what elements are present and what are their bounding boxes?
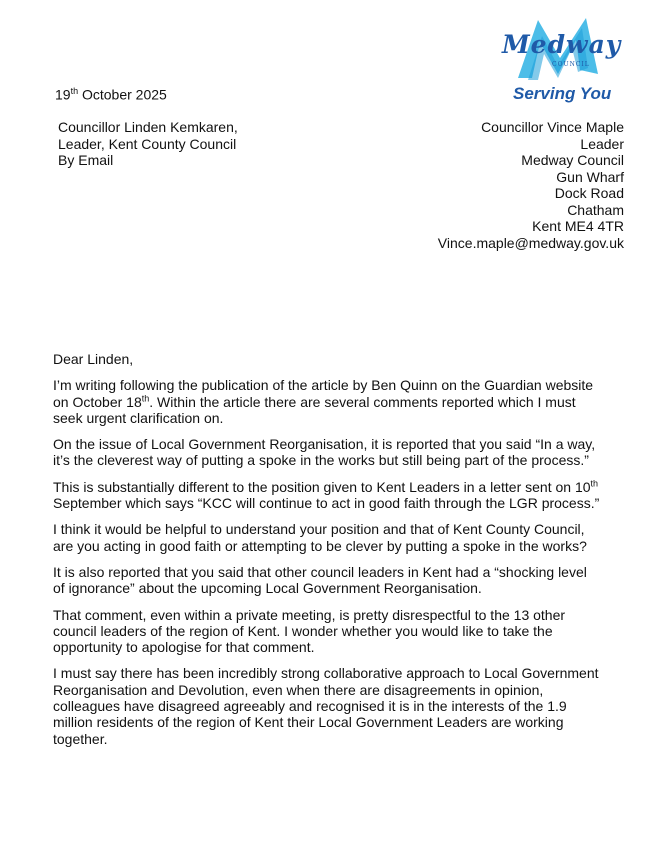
logo-tagline: Serving You — [513, 84, 612, 103]
medway-logo — [498, 8, 643, 80]
sender-org: Medway Council — [521, 152, 624, 168]
recipient-name: Councillor Linden Kemkaren, — [58, 119, 238, 135]
sender-email: Vince.maple@medway.gov.uk — [437, 234, 624, 251]
date-suffix: th — [70, 86, 79, 96]
paragraph-1-sup: th — [141, 392, 150, 403]
paragraph-3-start: This is substantially different to the position given to Kent Leaders in a letter sent on 10 — [53, 478, 591, 495]
paragraph-6: That comment, even within a private meeting, is pretty disrespectful to the 13 other council leaders of the region of Kent. I wonder whether you would like to take the opportunity to apologise for that comment. — [53, 606, 566, 656]
paragraph-4: I think it would be helpful to understand your position and that of Kent County Council, are you acting in good faith or attempting to be clever by putting a spoke in the works? — [53, 521, 587, 554]
logo-council-label: COUNCIL — [552, 61, 590, 68]
sender-address — [438, 119, 624, 251]
paragraph-1 — [53, 377, 601, 426]
sender-address-line2: Dock Road — [554, 185, 624, 201]
paragraph-3-end: September which says “KCC will continue to act in good faith through the LGR process.” — [53, 495, 600, 512]
paragraph-3-sup: th — [590, 478, 599, 489]
sender-name: Councillor Vince Maple — [481, 119, 624, 135]
paragraph-1-end: . Within the article there are several comments reported which I must seek urgent clarification on. — [53, 393, 576, 426]
sender-town: Chatham — [567, 201, 624, 218]
logo-wordmark: Medway — [502, 30, 622, 59]
date-month-year: October 2025 — [78, 86, 167, 103]
paragraph-2: On the issue of Local Government Reorganisation, it is reported that you said “In a way, it’s the cleverest way of putting a spoke in the works but still being part of the process.” — [53, 436, 596, 469]
recipient-delivery: By Email — [58, 152, 114, 168]
paragraph-5: It is also reported that you said that other council leaders in Kent had a “shocking level of ignorance” about the upcoming Local Government Reorganisation. — [53, 563, 587, 597]
recipient-address — [58, 119, 238, 169]
paragraph-1-start: I’m writing following the publication of the article by Ben Quinn on the Guardian website on October 18 — [53, 377, 594, 410]
recipient-role: Leader, Kent County Council — [58, 135, 237, 152]
paragraph-3 — [53, 479, 601, 512]
letter-date — [55, 86, 167, 103]
salutation: Dear Linden, — [53, 351, 134, 367]
paragraph-7: I must say there has been incredibly strong collaborative approach to Local Government Reorganisation and Devolution, even when there are disagreements in opinion, colleagues have disagreed agreeably and recognised it is in the interests of the 1.9 million residents of the region of Kent their Local Government Leaders are working together. — [53, 665, 599, 747]
date-day: 19 — [55, 86, 71, 103]
sender-address-line1: Gun Wharf — [556, 168, 624, 185]
sender-role: Leader — [580, 135, 624, 152]
sender-postcode: Kent ME4 4TR — [532, 218, 624, 234]
letter-body — [53, 351, 601, 757]
